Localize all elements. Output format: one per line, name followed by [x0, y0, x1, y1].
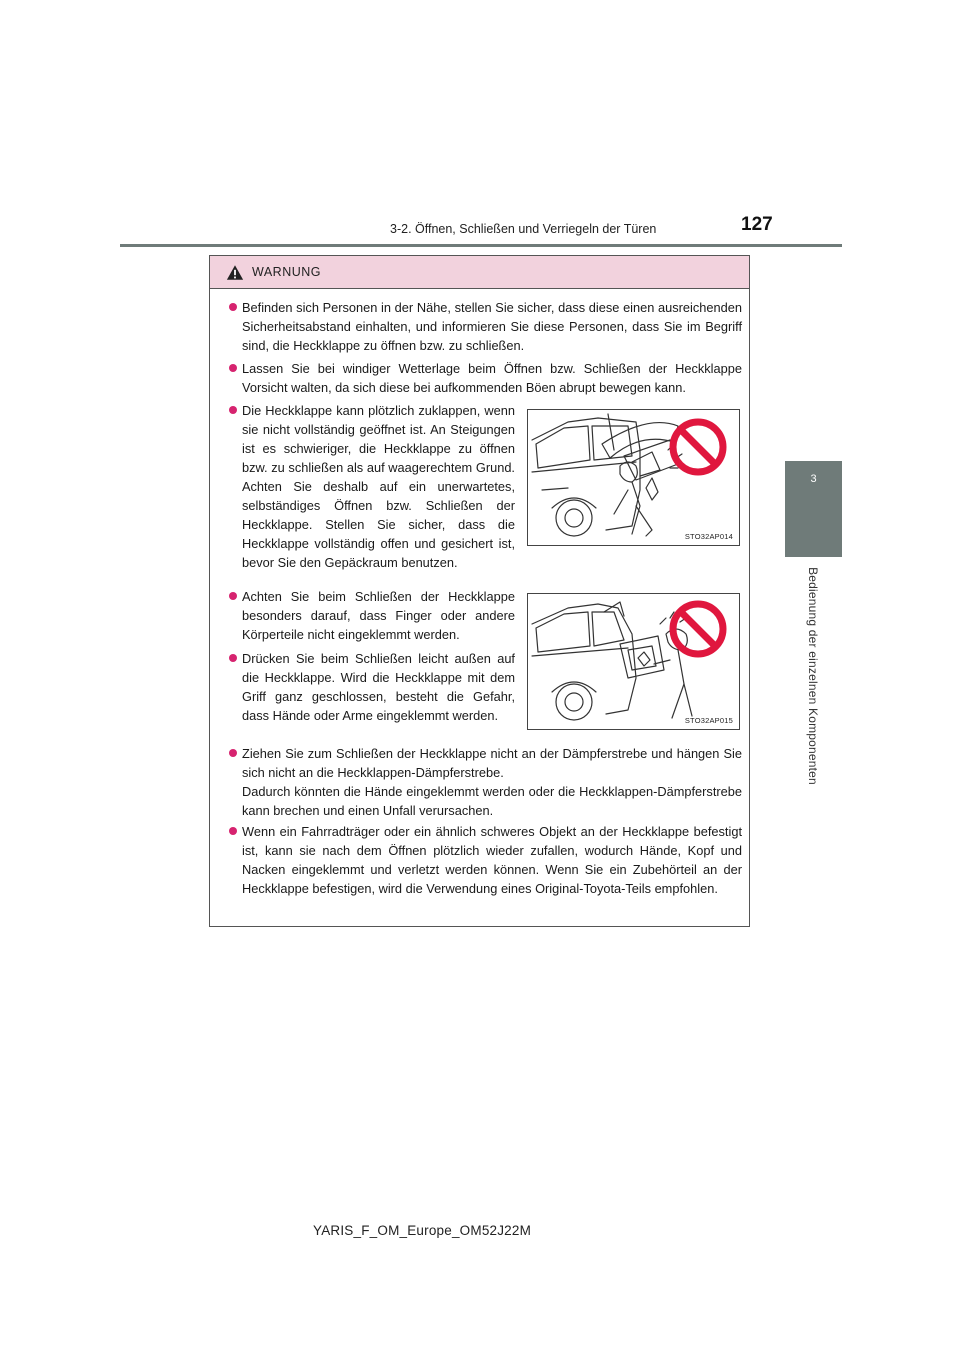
section-title: 3-2. Öffnen, Schließen und Verriegeln der Türen — [390, 222, 657, 236]
warning-item: Ziehen Sie zum Schließen der Heckklappe nicht an der Dämpferstrebe und hängen Sie sich nicht an die Heckklappen-Dämpferstrebe. Dadurch könnten die Hände eingeklemmt werden oder die Heckklappen-Dämpferstrebe kann brechen und einen Unfall verursachen. — [242, 744, 742, 820]
warning-header — [210, 256, 749, 289]
document-code: YARIS_F_OM_Europe_OM52J22M — [313, 1223, 532, 1238]
chapter-number: 3 — [810, 473, 817, 485]
bullet-icon — [229, 364, 237, 372]
illustration-tailgate-falling — [527, 409, 740, 546]
prohibition-icon — [667, 598, 729, 660]
bullet-icon — [229, 592, 237, 600]
bullet-icon — [229, 827, 237, 835]
chapter-tab[interactable] — [785, 461, 842, 557]
page-number: 127 — [741, 214, 773, 235]
illustration-code: STO32AP014 — [684, 532, 733, 541]
warning-triangle-icon — [226, 264, 244, 281]
warning-title: WARNUNG — [252, 265, 322, 279]
warning-item: Drücken Sie beim Schließen leicht außen auf die Heckklappe. Wird die Heckklappe mit dem Griff ganz geschlossen, besteht die Gefahr, dass Hände oder Arme eingeklemmt werden. — [242, 649, 515, 725]
warning-item: Wenn ein Fahrradträger oder ein ähnlich schweres Objekt an der Heckklappe befestigt ist, kann sie nach dem Öffnen plötzlich wieder zufallen, wodurch Hände, Kopf und Nacken eingeklemmt und verletzt werden können. Wenn Sie ein Zubehörteil an der Heckklappe befestigen, wird die Verwendung eines Original-Toyota-Teils empfohlen. — [242, 822, 742, 898]
warning-item: Die Heckklappe kann plötzlich zuklappen, wenn sie nicht vollständig geöffnet ist. An Steigungen ist es schwieriger, die Heckklappe zu öffnen bzw. zu schließen als auf waagerechtem Grund. Achten Sie deshalb auf ein unerwartetes, selbständiges Öffnen bzw. Schließen der Heckklappe. Stellen Sie sicher, dass die Heckklappe vollständig offen und gesichert ist, bevor Sie den Gepäckraum benutzen. — [242, 401, 515, 572]
warning-item: Achten Sie beim Schließen der Heckklappe besonders darauf, dass Finger oder andere Körperteile nicht eingeklemmt werden. — [242, 587, 515, 644]
warning-item: Befinden sich Personen in der Nähe, stellen Sie sicher, dass diese einen ausreichenden Sicherheitsabstand einhalten, und informieren Sie diese Personen, dass Sie im Begriff sind, die Heckklappe zu öffnen bzw. zu schließen. — [242, 298, 742, 355]
warning-item-continuation: Dadurch könnten die Hände eingeklemmt werden oder die Heckklappen-Dämpferstrebe kann brechen und einen Unfall verursachen. — [242, 784, 742, 818]
illustration-code: STO32AP015 — [684, 716, 733, 725]
illustration-tailgate-pinch — [527, 593, 740, 730]
bullet-icon — [229, 749, 237, 757]
chapter-label: Bedienung der einzelnen Komponenten — [806, 567, 820, 785]
warning-box — [209, 255, 750, 927]
header-divider — [120, 244, 842, 247]
bullet-icon — [229, 303, 237, 311]
warning-item: Lassen Sie bei windiger Wetterlage beim Öffnen bzw. Schließen der Heckklappe Vorsicht walten, da sich diese bei aufkommenden Böen abrupt bewegen kann. — [242, 359, 742, 397]
prohibition-icon — [667, 416, 729, 478]
bullet-icon — [229, 654, 237, 662]
bullet-icon — [229, 406, 237, 414]
